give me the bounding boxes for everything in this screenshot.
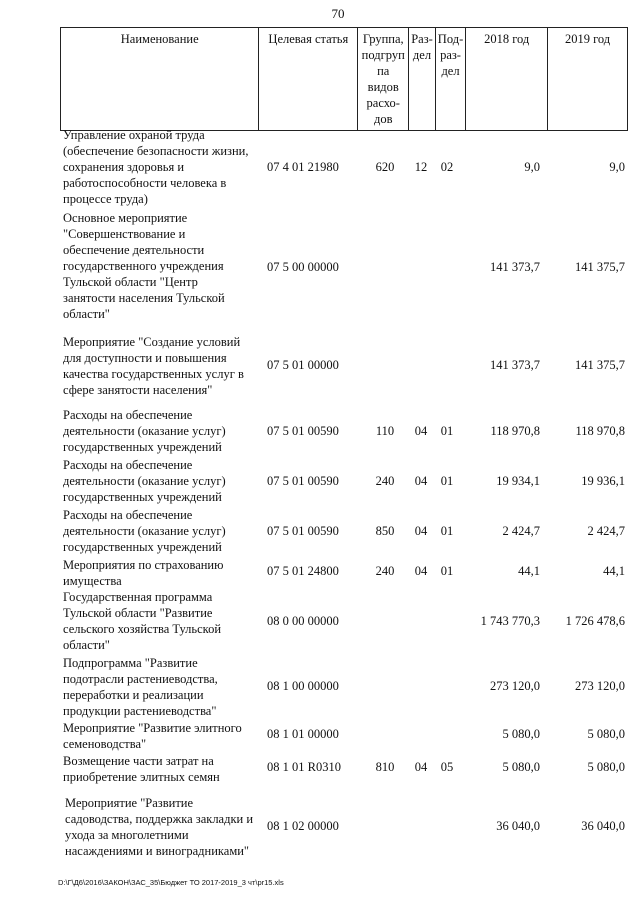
row-2018: 9,0 (524, 160, 540, 174)
row-2019: 19 936,1 (581, 474, 625, 488)
row-name: Мероприятие "Развитие элитного семеноводства" (63, 721, 242, 751)
row-2019: 1 726 478,6 (565, 614, 625, 628)
row-2019: 5 080,0 (587, 760, 625, 774)
page-number: 70 (331, 6, 345, 21)
row-group: 850 (375, 524, 395, 538)
row-razdel: 04 (414, 524, 428, 538)
row-podrazdel: 01 (440, 474, 454, 488)
row-razdel: 04 (414, 760, 428, 774)
row-2019: 141 375,7 (575, 260, 625, 274)
row-name: Подпрограмма "Развитие подотрасли растениеводства, переработки и реализации продукции растениеводства" (63, 656, 218, 718)
row-code: 07 5 01 00590 (267, 474, 339, 488)
row-name: Расходы на обеспечение деятельности (оказание услуг) государственных учреждений (63, 508, 226, 554)
row-name: Основное мероприятие "Совершенствование и обеспечение деятельности государственного учреждения Тульской области "Центр занятости населения Тульской области" (63, 211, 225, 321)
row-podrazdel: 05 (440, 760, 454, 774)
row-name: Управление охраной труда (обеспечение безопасности жизни, сохранения здоровья и работоспособности человека в процессе труда) (63, 128, 249, 206)
row-2018: 36 040,0 (496, 819, 540, 833)
row-2018: 118 970,8 (490, 424, 540, 438)
header-razdel: Раз- дел (409, 28, 436, 131)
row-name: Государственная программа Тульской области "Развитие сельского хозяйства Тульской области" (63, 590, 222, 652)
row-group: 110 (375, 424, 395, 438)
row-2018: 2 424,7 (502, 524, 540, 538)
row-2019: 5 080,0 (587, 727, 625, 741)
row-code: 08 0 00 00000 (267, 614, 339, 628)
row-code: 08 1 00 00000 (267, 679, 339, 693)
row-podrazdel: 01 (440, 524, 454, 538)
header-podrazdel: Под- раз- дел (435, 28, 465, 131)
row-group: 240 (375, 564, 395, 578)
row-2018: 19 934,1 (496, 474, 540, 488)
header-2019: 2019 год (548, 28, 628, 131)
row-group: 240 (375, 474, 395, 488)
row-2018: 141 373,7 (490, 260, 540, 274)
row-razdel: 12 (414, 160, 428, 174)
row-group: 810 (375, 760, 395, 774)
row-razdel: 04 (414, 424, 428, 438)
row-2019: 2 424,7 (587, 524, 625, 538)
row-2019: 9,0 (609, 160, 625, 174)
row-2019: 141 375,7 (575, 358, 625, 372)
row-code: 07 4 01 21980 (267, 160, 339, 174)
row-code: 08 1 02 00000 (267, 819, 339, 833)
header-group: Группа, подгруп па видов расхо- дов (358, 28, 409, 131)
row-name: Расходы на обеспечение деятельности (оказание услуг) государственных учреждений (63, 458, 226, 504)
row-2019: 273 120,0 (575, 679, 625, 693)
table-header (60, 27, 628, 131)
row-code: 07 5 01 24800 (267, 564, 339, 578)
header-name: Наименование (61, 28, 259, 131)
row-name: Мероприятие "Развитие садоводства, поддержка закладки и ухода за многолетними насаждениями и виноградниками" (65, 796, 254, 858)
row-code: 07 5 01 00000 (267, 358, 339, 372)
header-target-article: Целевая статья (259, 28, 358, 131)
row-razdel: 04 (414, 474, 428, 488)
row-code: 07 5 01 00590 (267, 424, 339, 438)
row-2018: 141 373,7 (490, 358, 540, 372)
row-podrazdel: 02 (440, 160, 454, 174)
row-2018: 5 080,0 (502, 760, 540, 774)
row-podrazdel: 01 (440, 424, 454, 438)
row-code: 07 5 01 00590 (267, 524, 339, 538)
footer-file-path: D:\Г\Д6\2016\ЗАКОН\ЗАС_35\Бюджет ТО 2017-2019_3 чт\pr15.xls (58, 878, 284, 887)
row-code: 08 1 01 00000 (267, 727, 339, 741)
header-2018: 2018 год (466, 28, 548, 131)
row-2018: 1 743 770,3 (480, 614, 540, 628)
row-name: Расходы на обеспечение деятельности (оказание услуг) государственных учреждений (63, 408, 226, 454)
row-2018: 5 080,0 (502, 727, 540, 741)
row-2018: 44,1 (518, 564, 540, 578)
row-2019: 44,1 (603, 564, 625, 578)
row-code: 08 1 01 R0310 (267, 760, 341, 774)
row-razdel: 04 (414, 564, 428, 578)
row-2019: 118 970,8 (575, 424, 625, 438)
row-2018: 273 120,0 (490, 679, 540, 693)
row-name: Мероприятие "Создание условий для доступности и повышения качества государственных услуг в сфере занятости населения" (63, 335, 244, 397)
row-name: Возмещение части затрат на приобретение элитных семян (63, 754, 220, 784)
row-group: 620 (375, 160, 395, 174)
row-code: 07 5 00 00000 (267, 260, 339, 274)
row-2019: 36 040,0 (581, 819, 625, 833)
row-name: Мероприятия по страхованию имущества (63, 558, 224, 588)
row-podrazdel: 01 (440, 564, 454, 578)
